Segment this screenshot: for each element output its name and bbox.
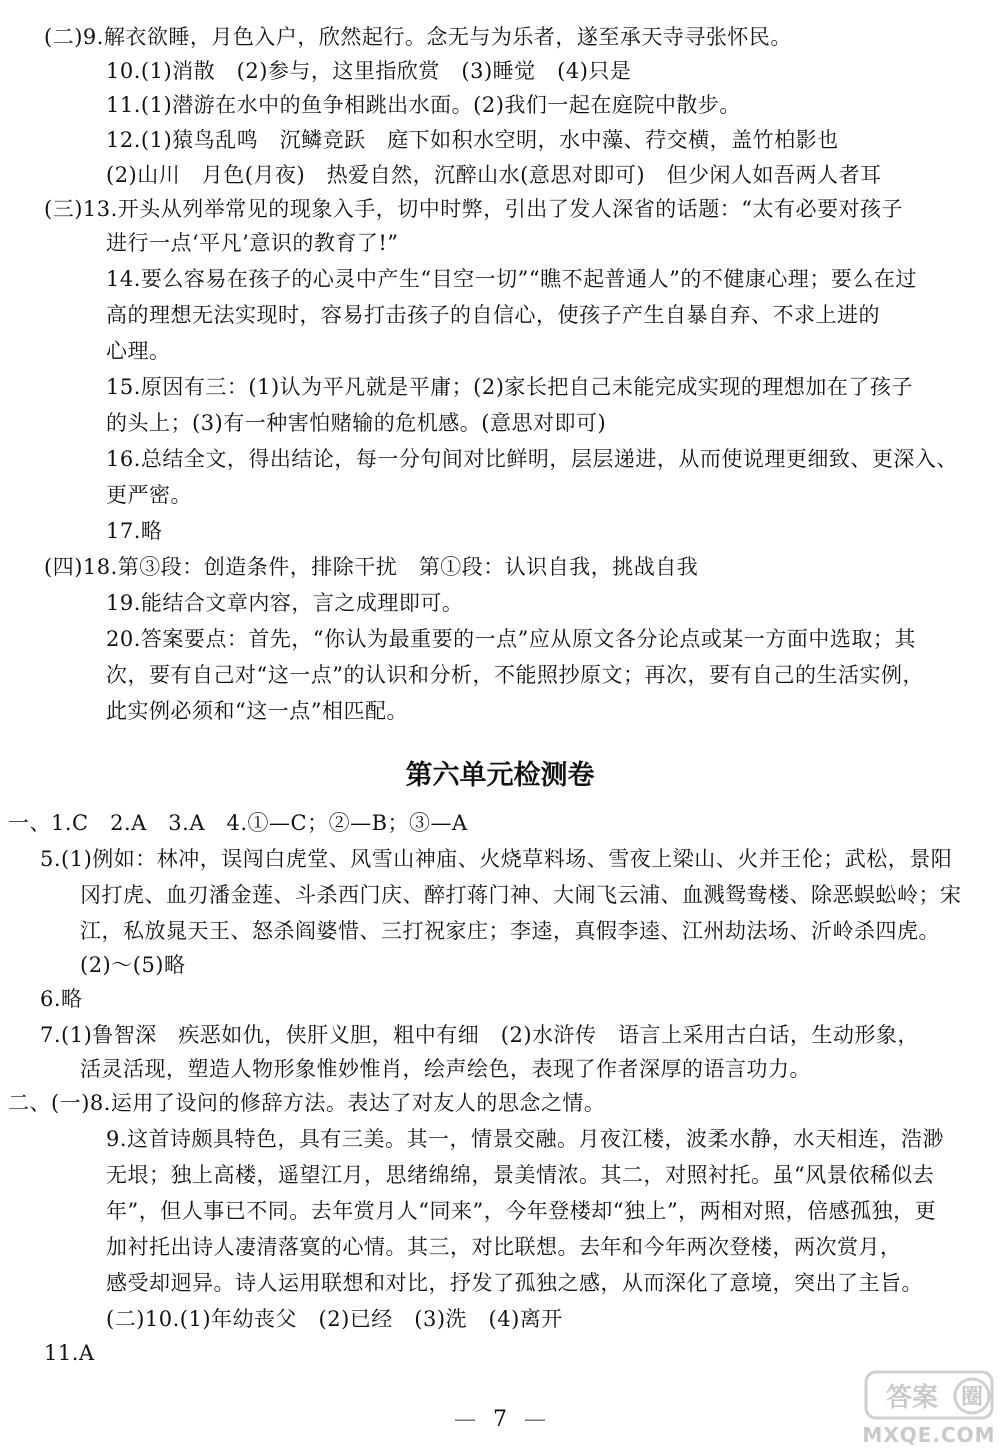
answer-line: 的头上；(3)有一种害怕赌输的危机感。(意思对即可) bbox=[106, 411, 607, 435]
answer-line: 17.略 bbox=[106, 519, 163, 543]
svg-text:MXQE.COM: MXQE.COM bbox=[864, 1423, 994, 1447]
answer-line: 年”，但人事已不同。去年赏月人“同来”，今年登楼却“独上”，两相对照，倍感孤独，更 bbox=[106, 1199, 937, 1223]
answer-line: 心理。 bbox=[106, 339, 171, 363]
answer-line: 冈打虎、血刃潘金莲、斗杀西门庆、醉打蒋门神、大闹飞云浦、血溅鸳鸯楼、除恶蜈蚣岭；宋 bbox=[80, 883, 962, 907]
answer-line: (四)18.第③段：创造条件，排除干扰 第①段：认识自我，挑战自我 bbox=[44, 555, 699, 579]
answer-line: 10.(1)消散 (2)参与，这里指欣赏 (3)睡觉 (4)只是 bbox=[106, 59, 632, 83]
answer-line: 更严密。 bbox=[106, 483, 192, 507]
answer-line: (二)9.解衣欲睡，月色入户，欣然起行。念无与为乐者，遂至承天寺寻张怀民。 bbox=[44, 25, 792, 49]
answer-line: 江，私放晁天王、怒杀阎婆惜、三打祝家庄；李逵，真假李逵、江州劫法场、沂岭杀四虎。 bbox=[80, 919, 940, 943]
page-number-value: 7 bbox=[493, 1407, 507, 1432]
answer-line: (三)13.开头从列举常见的现象入手，切中时弊，引出了发人深省的话题：“太有必要对孩子 bbox=[44, 197, 904, 221]
section-title: 第六单元检测卷 bbox=[405, 760, 595, 791]
answer-line: 6.略 bbox=[40, 987, 83, 1011]
answer-line: 15.原因有三：(1)认为平凡就是平庸；(2)家长把自己未能完成实现的理想加在了孩子 bbox=[106, 375, 913, 399]
answer-line: 20.答案要点：首先，“你认为最重要的一点”应从原文各分论点或某一方面中选取；其 bbox=[106, 627, 916, 651]
answer-line: 19.能结合文章内容，言之成理即可。 bbox=[106, 591, 464, 615]
answer-line: 5.(1)例如：林冲，误闯白虎堂、风雪山神庙、火烧草料场、雪夜上梁山、火并王伦；武松，景阳 bbox=[40, 847, 953, 871]
watermark-logo-graphic bbox=[864, 1370, 994, 1448]
answer-line: 进行一点‘平凡’意识的教育了!” bbox=[106, 231, 399, 255]
answer-line: (二)10.(1)年幼丧父 (2)已经 (3)洗 (4)离开 bbox=[106, 1307, 563, 1331]
answer-line: (2)山川 月色(月夜) 热爱自然，沉醉山水(意思对即可) 但少闲人如吾两人者耳 bbox=[106, 163, 882, 187]
svg-text:答案: 答案 bbox=[885, 1383, 939, 1413]
answer-line: 7.(1)鲁智深 疾恶如仇，侠肝义胆，粗中有细 (2)水浒传 语言上采用古白话，生动形象， bbox=[40, 1023, 920, 1047]
answer-line: 活灵活现，塑造人物形象惟妙惟肖，绘声绘色，表现了作者深厚的语言功力。 bbox=[80, 1057, 811, 1081]
answer-line: (2)～(5)略 bbox=[80, 953, 186, 977]
answer-line: 一、1.C 2.A 3.A 4.①—C；②—B；③—A bbox=[8, 811, 468, 835]
page-number-dash-left: — bbox=[454, 1407, 476, 1432]
answer-line: 二、(一)8.运用了设问的修辞方法。表达了对友人的思念之情。 bbox=[8, 1091, 606, 1115]
page-number-dash-right: — bbox=[524, 1407, 546, 1432]
answer-line: 高的理想无法实现时，容易打击孩子的自信心，使孩子产生自暴自弃、不求上进的 bbox=[106, 303, 880, 327]
answer-line: 11.A bbox=[44, 1341, 95, 1365]
page-number bbox=[0, 1406, 1000, 1434]
answer-line: 加衬托出诗人凄清落寞的心情。其三，对比联想。去年和今年两次登楼，两次赏月， bbox=[106, 1235, 902, 1259]
answer-line: 16.总结全文，得出结论，每一分句间对比鲜明，层层递进，从而使说理更细致、更深入、 bbox=[106, 447, 958, 471]
answer-line: 11.(1)潜游在水中的鱼争相跳出水面。(2)我们一起在庭院中散步。 bbox=[106, 93, 741, 117]
answer-line: 次，要有自己对“这一点”的认识和分析，不能照抄原文；再次，要有自己的生活实例， bbox=[106, 663, 924, 687]
answer-line: 此实例必须和“这一点”相匹配。 bbox=[106, 699, 408, 723]
answer-line: 9.这首诗颇具特色，具有三美。其一，情景交融。月夜江楼，波柔水静，水天相连，浩渺 bbox=[106, 1127, 945, 1151]
svg-text:圈: 圈 bbox=[960, 1385, 984, 1410]
watermark-logo bbox=[864, 1370, 994, 1448]
answer-line: 无垠；独上高楼，遥望江月，思绪绵绵，景美情浓。其二，对照衬托。虽“风景依稀似去 bbox=[106, 1163, 935, 1187]
answer-line: 12.(1)猿鸟乱鸣 沉鳞竞跃 庭下如积水空明，水中藻、荇交横，盖竹柏影也 bbox=[106, 128, 839, 152]
answer-line: 14.要么容易在孩子的心灵中产生“目空一切”“瞧不起普通人”的不健康心理；要么在过 bbox=[106, 267, 917, 291]
answer-line: 感受却迥异。诗人运用联想和对比，抒发了孤独之感，从而深化了意境，突出了主旨。 bbox=[106, 1271, 923, 1295]
